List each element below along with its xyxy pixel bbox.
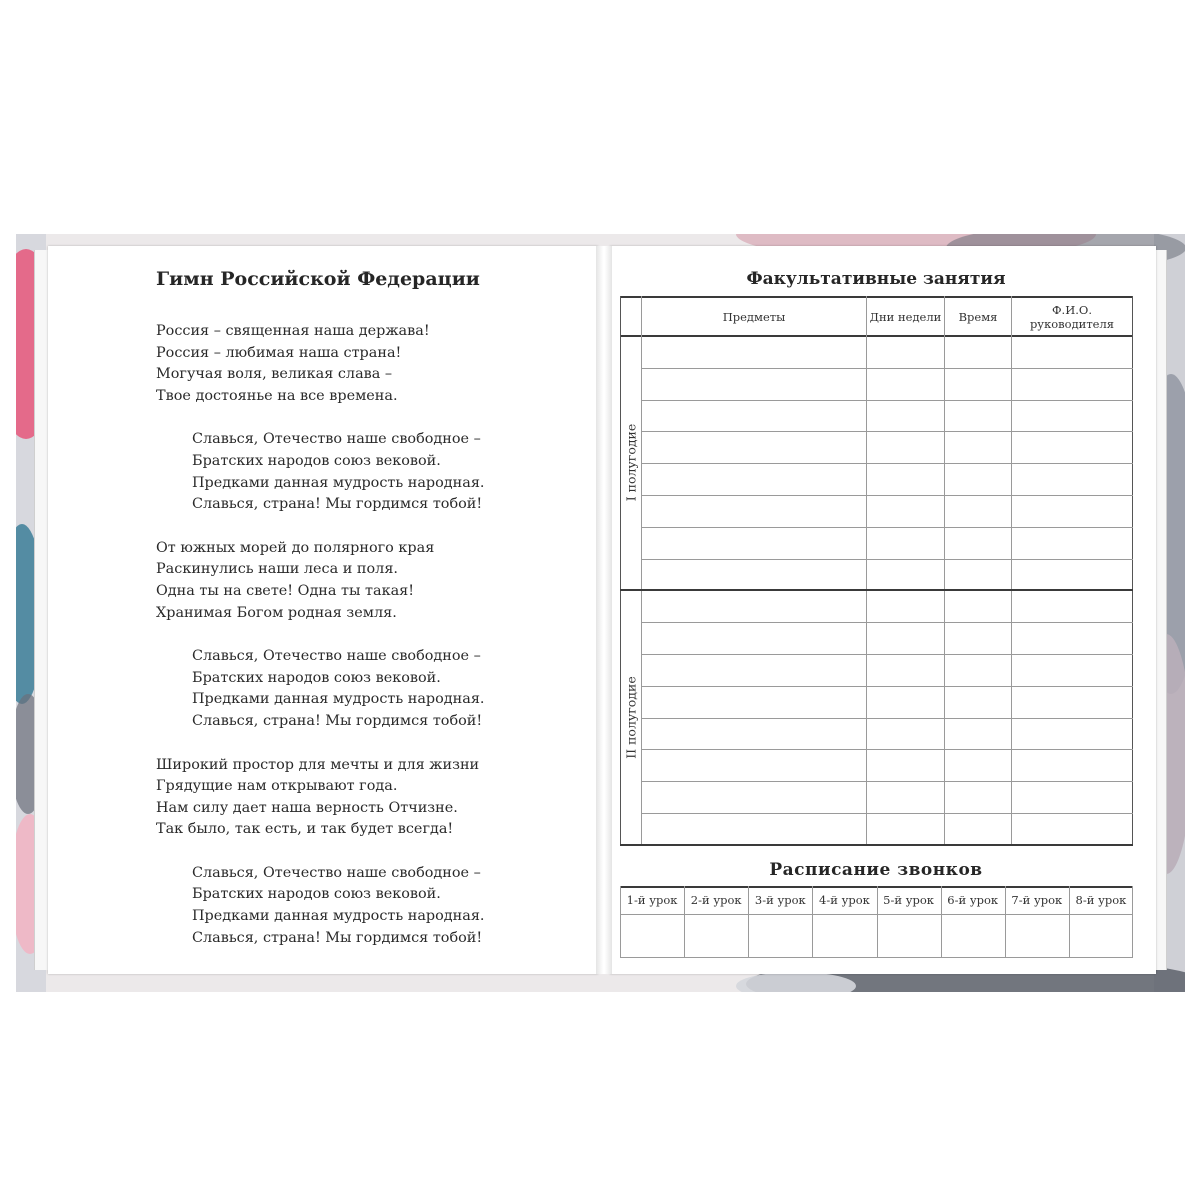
anthem-line: Славься, Отечество наше свободное – <box>192 864 481 881</box>
anthem-line: Широкий простор для мечты и для жизни <box>156 756 480 773</box>
book-gutter <box>596 246 612 974</box>
optional-classes-title: Факультативные занятия <box>746 269 1006 289</box>
table-column-line <box>944 296 945 845</box>
anthem-chorus <box>156 646 576 732</box>
table-row <box>641 463 1133 464</box>
header-teacher <box>1012 303 1132 331</box>
anthem-line: Грядущие нам открывают года. <box>156 778 398 795</box>
semester-1-label: I полугодие <box>623 423 638 502</box>
table-header-border <box>620 335 1133 337</box>
table-top-border <box>620 296 1133 298</box>
table-row <box>641 400 1133 401</box>
bell-lesson-header: 7-й урок <box>1011 893 1063 907</box>
anthem-line: Славься, страна! Мы гордимся тобой! <box>192 929 483 946</box>
anthem-line: Так было, так есть, и так будет всегда! <box>156 821 454 838</box>
bell-lesson-header: 4-й урок <box>819 893 870 907</box>
anthem-line: Предками данная мудрость народная. <box>192 908 485 925</box>
anthem-line: Славься, страна! Мы гордимся тобой! <box>192 712 483 729</box>
header-teacher-line2: руководителя <box>1029 317 1115 331</box>
anthem-chorus <box>156 863 576 949</box>
table-row <box>641 622 1133 623</box>
anthem-verse <box>156 321 576 407</box>
anthem-line: Нам силу дает наша верность Отчизне. <box>156 799 458 816</box>
header-subjects: Предметы <box>722 310 786 324</box>
header-teacher-line1: Ф.И.О. <box>1052 303 1092 317</box>
anthem-text <box>156 321 576 971</box>
table-row <box>641 749 1133 750</box>
anthem-line: Братских народов союз вековой. <box>192 669 441 686</box>
bell-lesson-header: 6-й урок <box>947 893 999 907</box>
bell-schedule-title: Расписание звонков <box>769 860 983 880</box>
table-row <box>641 431 1133 432</box>
table-row <box>641 718 1133 719</box>
anthem-line: Россия – любимая наша страна! <box>156 344 402 361</box>
anthem-line: Предками данная мудрость народная. <box>192 691 485 708</box>
anthem-line: Братских народов союз вековой. <box>192 886 441 903</box>
bell-lesson-header: 3-й урок <box>754 893 806 907</box>
bell-lesson-header: 2-й урок <box>690 893 742 907</box>
table-left-border <box>620 296 621 845</box>
bell-lesson-header: 8-й урок <box>1075 893 1127 907</box>
optional-classes-table <box>620 296 1133 845</box>
anthem-line: Славься, Отечество наше свободное – <box>192 648 481 665</box>
anthem-line: Россия – священная наша держава! <box>156 323 430 339</box>
header-time: Время <box>958 310 998 324</box>
anthem-line: Славься, страна! Мы гордимся тобой! <box>192 496 483 513</box>
table-row <box>641 813 1133 814</box>
table-row <box>641 527 1133 528</box>
semester-divider <box>620 589 1133 591</box>
anthem-line: Славься, Отечество наше свободное – <box>192 431 481 448</box>
table-row <box>641 495 1133 496</box>
bell-lesson-header: 1-й урок <box>626 893 678 907</box>
table-row <box>641 654 1133 655</box>
anthem-line: Одна ты на свете! Одна ты такая! <box>156 582 415 599</box>
anthem-verse <box>156 538 576 624</box>
table-column-line <box>866 296 867 845</box>
table-row <box>641 368 1133 369</box>
anthem-title: Гимн Российской Федерации <box>156 268 480 290</box>
left-page-edges <box>34 250 49 970</box>
bell-schedule-table <box>620 886 1133 958</box>
anthem-chorus <box>156 429 576 515</box>
semester-divider <box>620 844 1133 846</box>
table-row <box>641 686 1133 687</box>
table-row <box>641 559 1133 560</box>
anthem-line: Братских народов союз вековой. <box>192 452 441 469</box>
header-days: Дни недели <box>869 310 942 324</box>
table-column-line <box>641 296 642 845</box>
table-right-border <box>1132 296 1133 845</box>
bell-lesson-header: 5-й урок <box>883 893 934 907</box>
anthem-line: От южных морей до полярного края <box>156 539 435 556</box>
anthem-line: Могучая воля, великая слава – <box>156 366 393 383</box>
anthem-verse <box>156 755 576 841</box>
anthem-line: Предками данная мудрость народная. <box>192 474 485 491</box>
table-column-line <box>1011 296 1012 845</box>
semester-2-label: II полугодие <box>623 675 638 759</box>
table-row <box>641 781 1133 782</box>
anthem-line: Хранимая Богом родная земля. <box>156 604 397 621</box>
anthem-line: Твое достоянье на все времена. <box>156 387 398 404</box>
anthem-line: Раскинулись наши леса и поля. <box>156 561 398 578</box>
